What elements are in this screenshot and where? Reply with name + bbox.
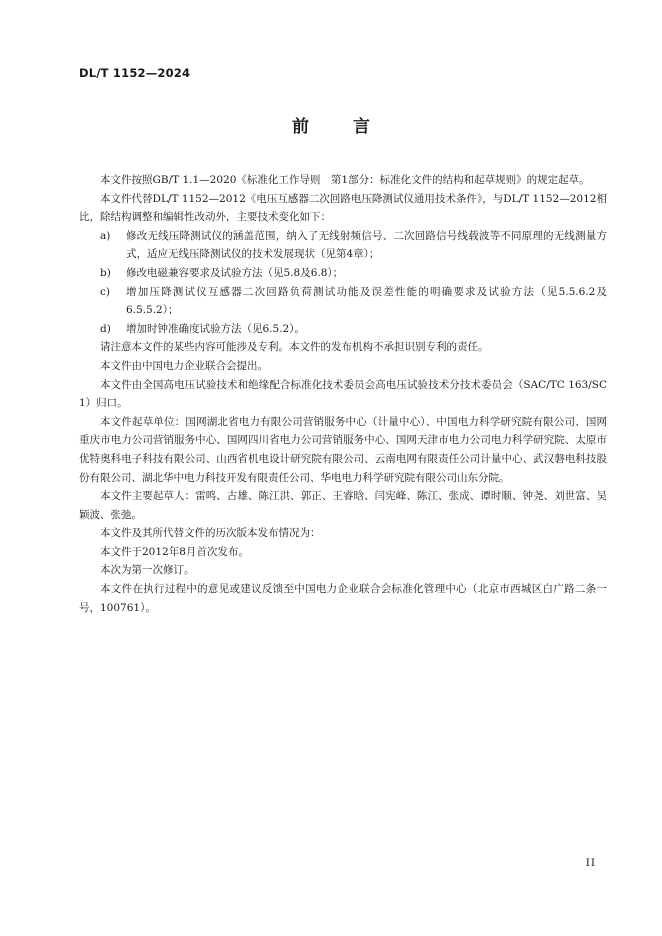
- paragraph: 本次为第一次修订。: [100, 564, 195, 577]
- list-marker: b): [100, 266, 111, 279]
- list-item-text: 增加时钟准确度试验方法（见6.5.2）。: [126, 322, 305, 335]
- list-item-text: 修改无线压降测试仪的涵盖范围，纳入了无线射频信号、二次回路信号线载波等不同原理的无线测量方式，适应无线压降测试仪的技术发展现状（见第4章）；: [126, 229, 607, 261]
- paragraph: 本文件代替DL/T 1152—2012《电压互感器二次回路电压降测试仪通用技术条件》，与DL/T 1152—2012相比，除结构调整和编辑性改动外，主要技术变化如下：: [79, 192, 607, 224]
- list-item-text: 增加压降测试仪互感器二次回路负荷测试功能及误差性能的明确要求及试验方法（见5.5.6.2及6.5.5.2）；: [126, 285, 607, 317]
- paragraph: 本文件在执行过程中的意见或建议反馈至中国电力企业联合会标准化管理中心（北京市西城区白广路二条一号，100761）。: [79, 583, 607, 614]
- list-item: [79, 283, 607, 320]
- paragraph: 本文件主要起草人：雷鸣、古雄、陈江洪、郭正、王睿晗、闫宪峰、陈江、张成、谭时顺、钟尧、刘世富、吴颖波、张弛。: [79, 490, 607, 521]
- paragraph: 请注意本文件的某些内容可能涉及专利。本文件的发布机构不承担识别专利的责任。: [100, 341, 489, 354]
- list-item: [79, 264, 607, 283]
- foreword-body: [79, 171, 607, 617]
- title-char-2: 言: [353, 117, 370, 137]
- paragraph: 本文件由全国高电压试验技术和绝缘配合标准化技术委员会高电压试验技术分技术委员会（SAC/TC 163/SC 1）归口。: [79, 378, 607, 410]
- page-title: [0, 112, 662, 137]
- list-marker: c): [100, 285, 110, 298]
- list-item: [79, 320, 607, 339]
- list-marker: a): [100, 229, 111, 242]
- paragraph: 本文件于2012年8月首次发布。: [100, 545, 249, 558]
- paragraph: 本文件按照GB/T 1.1—2020《标准化工作导则 第1部分：标准化文件的结构和起草规则》的规定起草。: [100, 174, 590, 186]
- list-item: [79, 227, 607, 264]
- paragraph: 本文件及其所代替文件的历次版本发布情况为：: [100, 527, 321, 540]
- paragraph: 本文件由中国电力企业联合会提出。: [100, 359, 268, 372]
- paragraph: 本文件起草单位：国网湖北省电力有限公司营销服务中心（计量中心）、中国电力科学研究院有限公司、国网重庆市电力公司营销服务中心、国网四川省电力公司营销服务中心、国网天津市电力公司电力科学研究院、太原市优特奥科电子科技有限公司、山西省机电设计研究院有限公司、云南电网有限责任公司计量中心、武汉磐电科技股份有限公司、湖北华中电力科技开发有限责任公司、华电电力科学研究院有限公司山东分院。: [79, 415, 607, 484]
- title-char-1: 前: [292, 117, 309, 137]
- document-code: DL/T 1152—2024: [79, 66, 191, 80]
- list-item-text: 修改电磁兼容要求及试验方法（见5.8及6.8）；: [126, 266, 344, 279]
- page-number: II: [585, 857, 596, 869]
- list-marker: d): [100, 322, 111, 335]
